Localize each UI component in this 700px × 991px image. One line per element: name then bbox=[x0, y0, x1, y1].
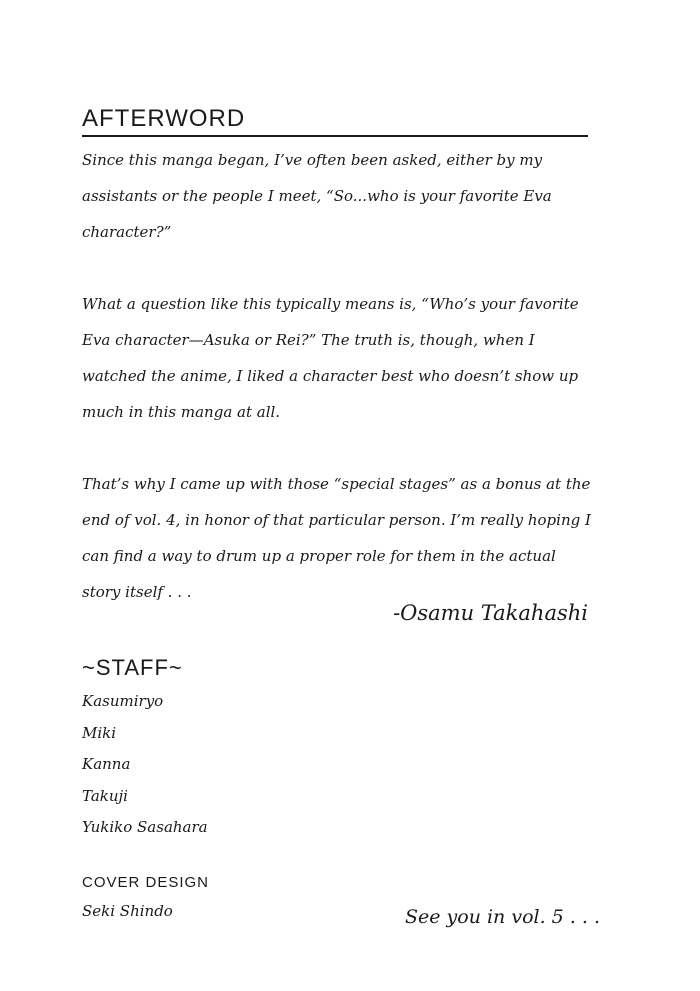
staff-member: Yukiko Sasahara bbox=[82, 818, 208, 836]
afterword-title: AFTERWORD bbox=[82, 105, 246, 132]
staff-heading: ~STAFF~ bbox=[82, 655, 183, 680]
author-signature: -Osamu Takahashi bbox=[393, 601, 588, 625]
closing-note: See you in vol. 5 . . . bbox=[404, 906, 600, 928]
afterword-paragraph-2: What a question like this typically means is, “Who’s your favorite Eva character—Asuka or Rei?” The truth is, though, when I watched the anime, I liked a character best who doesn’t show up much in this manga at all. bbox=[82, 295, 579, 421]
staff-member: Takuji bbox=[82, 786, 128, 805]
title-underline bbox=[82, 135, 588, 137]
cover-designer-name: Seki Shindo bbox=[82, 902, 173, 920]
staff-member: Miki bbox=[82, 723, 117, 742]
staff-member: Kasumiryo bbox=[82, 692, 164, 710]
cover-design-heading: COVER DESIGN bbox=[82, 874, 210, 891]
staff-list bbox=[82, 686, 208, 844]
afterword-paragraph-1: Since this manga began, I’ve often been asked, either by my assistants or the people I meet, “So...who is your favorite Eva character?” bbox=[82, 151, 552, 241]
afterword-paragraph-3: That’s why I came up with those “special stages” as a bonus at the end of vol. 4, in honor of that particular person. I’m really hoping I can find a way to drum up a proper role for them in the actual story itself . . . bbox=[82, 475, 591, 601]
staff-member: Kanna bbox=[82, 755, 131, 773]
